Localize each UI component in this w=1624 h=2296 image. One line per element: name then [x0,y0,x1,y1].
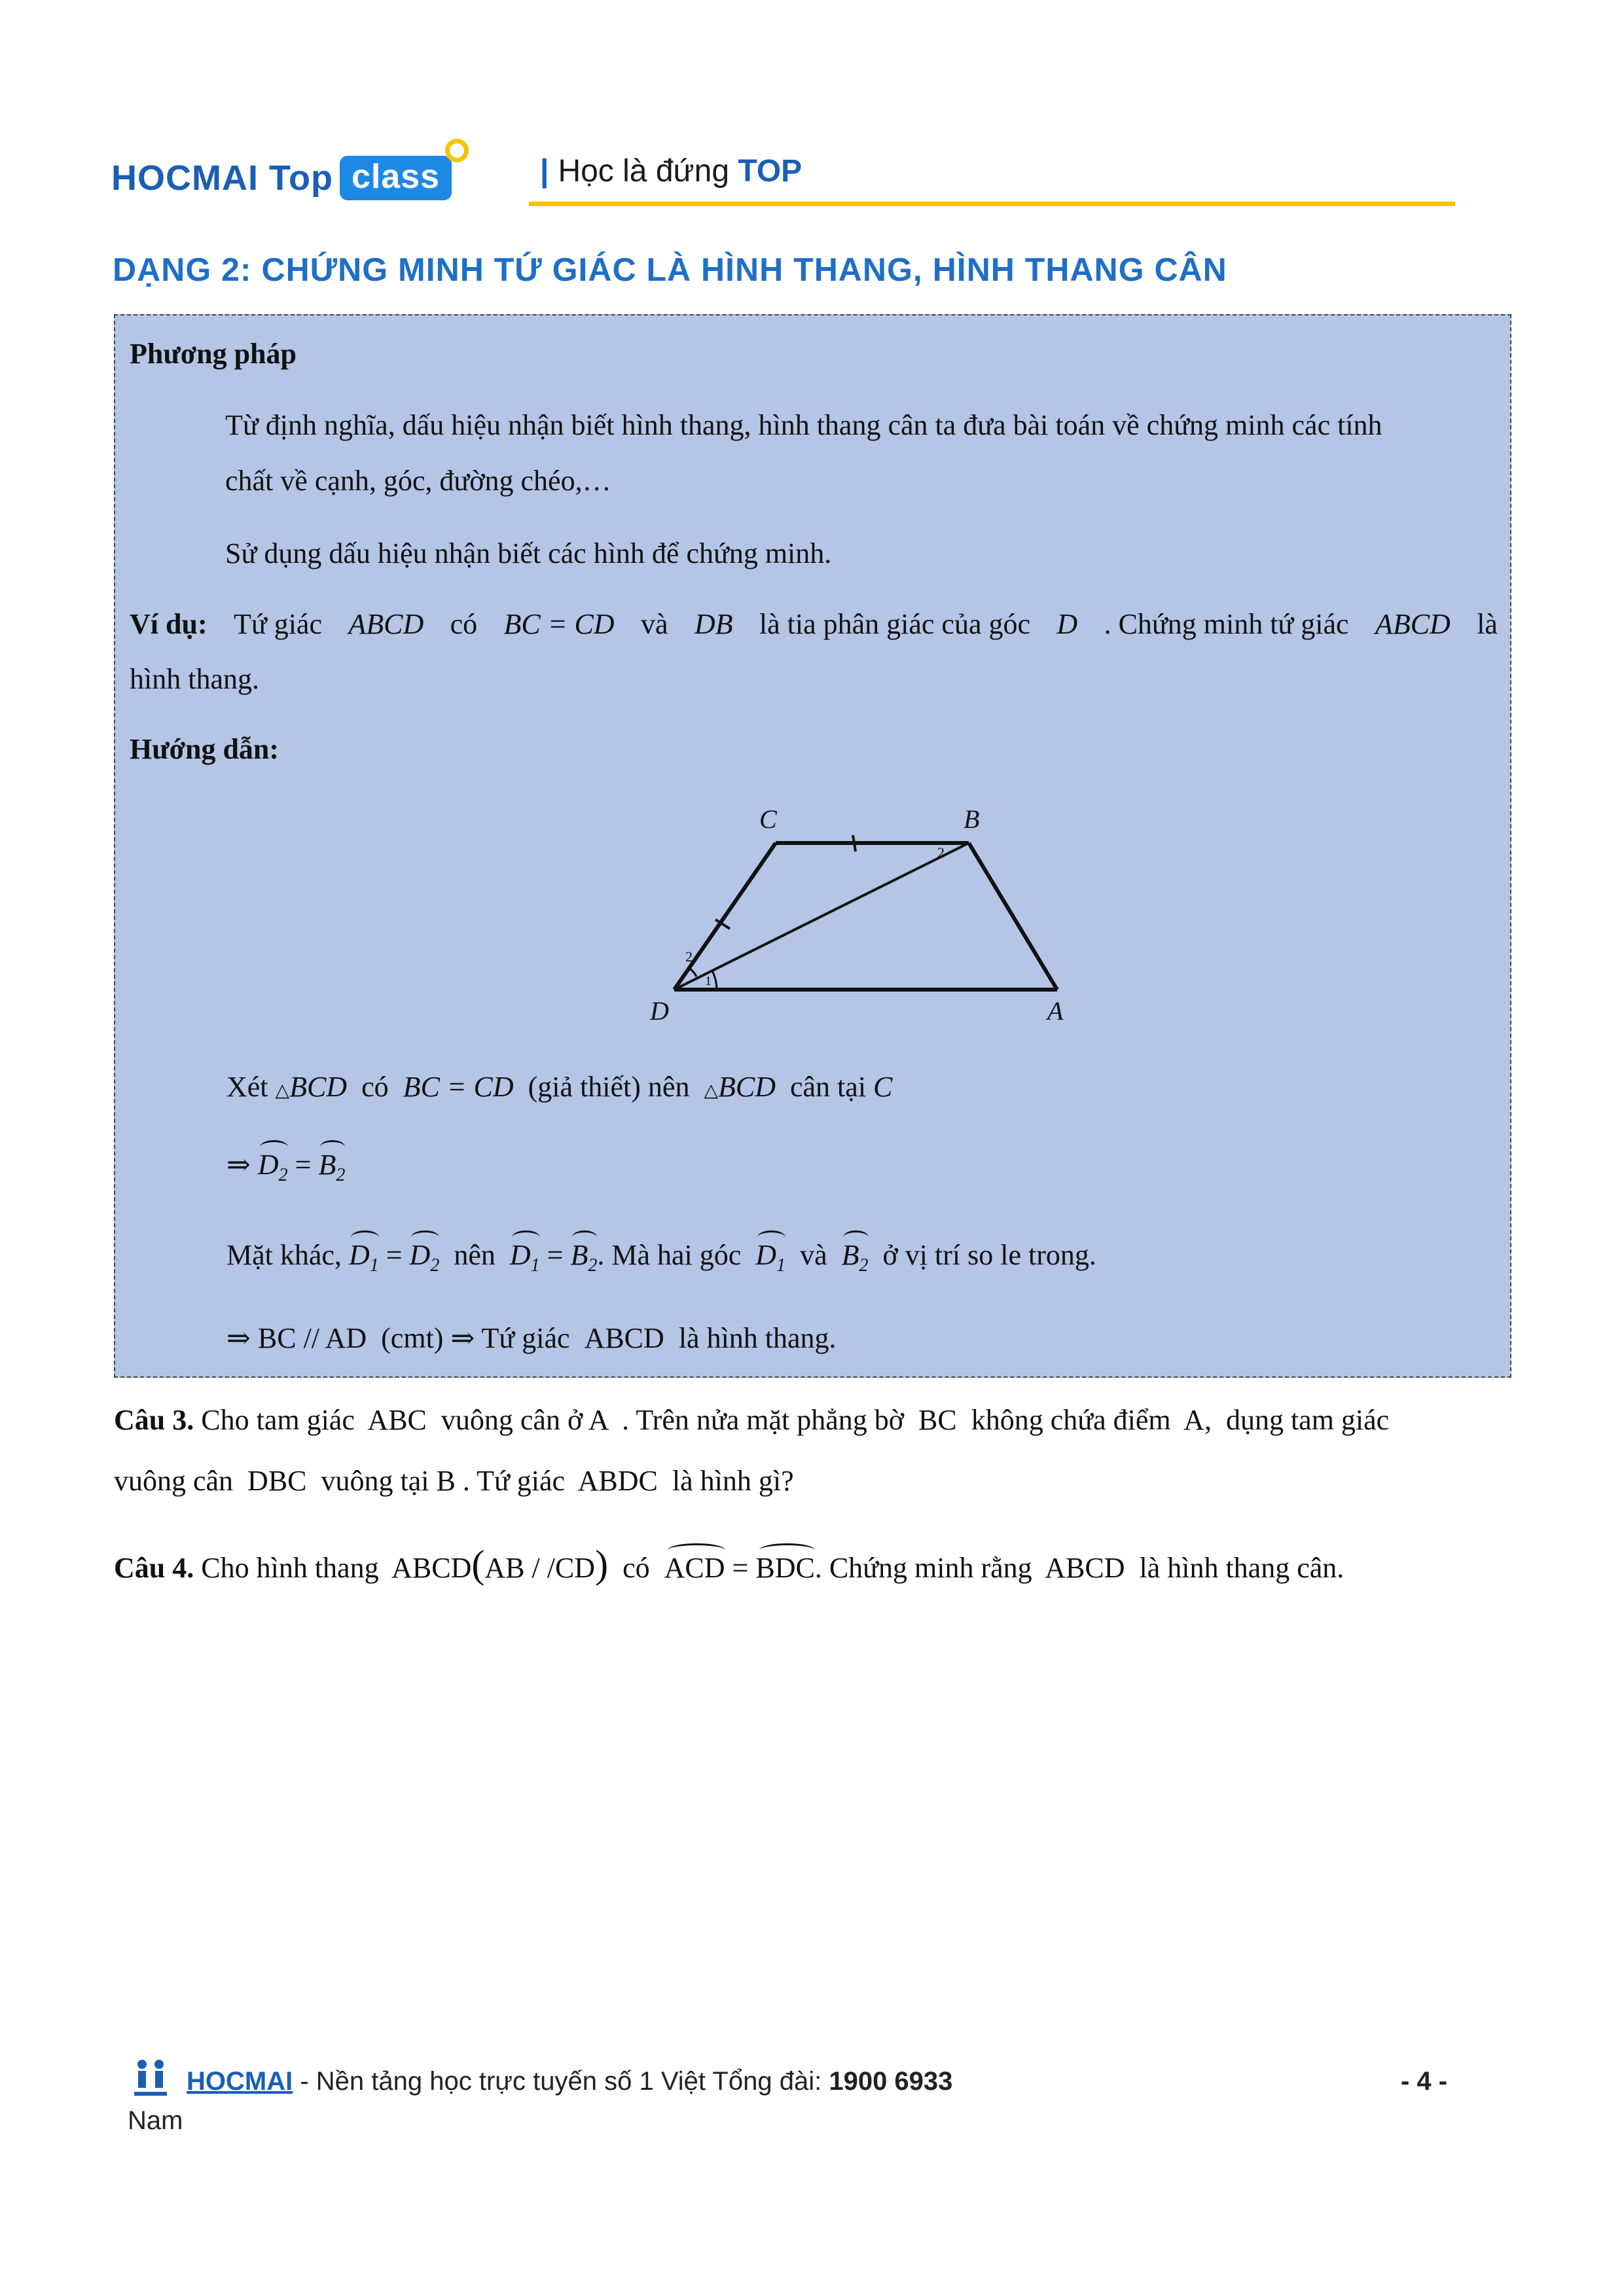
equals-sign: = [386,1239,403,1271]
angle-D1 [510,1237,540,1284]
angle-letter: D [257,1149,279,1181]
label-A: A [1047,996,1064,1026]
triangle-icon: △ [275,1081,290,1101]
arc-text: BDC [755,1552,815,1584]
example-line1 [130,606,1498,643]
solution-text: Mặt khác, [226,1239,342,1271]
example-text: và [640,608,668,640]
example-math: ABCD [1375,608,1451,640]
solution-text: cân tại [790,1071,867,1103]
brand-logo [111,156,452,200]
guide-heading: Hướng dẫn: [130,733,280,765]
label-B: B [964,804,980,834]
label-D: D [650,996,669,1026]
footer-text [187,2067,952,2096]
angle-arc-D1 [712,971,717,990]
triangle-icon: △ [704,1081,718,1101]
solution-math: ABCD [584,1322,664,1354]
question-4-text: . Chứng minh rằng ABCD là hình thang cân. [814,1552,1344,1584]
example-line2: hình thang. [130,663,259,695]
solution-text: (cmt) [381,1322,444,1354]
solution-line4 [226,1320,837,1357]
question-4-label: Câu 4. [114,1552,194,1584]
brand-class-text: class [351,158,441,196]
example-math: D [1056,608,1078,640]
example-math: ABCD [348,608,424,640]
label-C: C [759,804,777,834]
question-3-label: Câu 3. [114,1404,194,1436]
method-heading: Phương pháp [130,338,297,370]
solution-line3 [226,1237,1096,1284]
footer-brand-link[interactable]: HOCMAI [187,2067,293,2096]
tagline [540,153,802,189]
solution-text: (giả thiết) nên [528,1071,690,1103]
question-3-line1 [114,1402,1389,1439]
tick-mark-CB [853,835,856,852]
question-4-text: có [623,1552,650,1584]
solution-line2 [226,1147,345,1194]
angle-letter: B [570,1239,588,1271]
question-3-text: Cho tam giác ABC vuông cân ở A . Trên nửa mặt phẳng bờ BC không chứa điểm A, dụng tam giác [201,1404,1390,1436]
solution-text: nên [454,1239,496,1271]
example-text: là tia phân giác của góc [759,608,1031,640]
bullet1-line1: Từ định nghĩa, dấu hiệu nhận biết hình thang, hình thang cân ta đưa bài toán về chứng minh các tính [225,409,1382,441]
example-math: BC = CD [503,608,615,640]
header-divider [529,202,1455,206]
footer-description: - Nền tảng học trực tuyến số 1 Việt Tổng đài: [293,2067,829,2096]
example-text: Tứ giác [233,608,322,640]
angle-letter: B [318,1149,336,1181]
angle-subscript: 2 [588,1255,598,1276]
angle-subscript: 1 [369,1255,379,1276]
arc-text: ACD [664,1552,725,1584]
hocmai-footer-icon [128,2055,173,2101]
implies-icon: ⇒ [450,1322,475,1354]
example-label: Ví dụ: [130,608,208,640]
section-title: DẠNG 2: CHỨNG MINH TỨ GIÁC LÀ HÌNH THANG, HÌNH THANG CÂN [113,251,1227,288]
solution-text: Xét [226,1071,268,1103]
question-3-line2: vuông cân DBC vuông tại B . Tứ giác ABDC là hình gì? [114,1465,794,1497]
angle-subscript: 1 [776,1255,786,1276]
angle-label-B2: 2 [937,844,945,861]
angle-D1 [349,1237,379,1284]
brand-class-badge [340,156,452,200]
implies-icon: ⇒ [226,1149,251,1181]
angle-subscript: 2 [336,1164,346,1185]
footer-line2: Nam [128,2106,183,2135]
angle-label-D1: 1 [705,974,712,988]
example-text: là [1477,608,1498,640]
solution-math: BCD [289,1071,348,1103]
solution-text: có [361,1071,389,1103]
tagline-top: TOP [738,154,803,188]
angle-D2 [410,1237,440,1284]
tagline-text: Học là đứng [558,154,730,188]
segment-BA [969,843,1057,990]
angle-letter: D [755,1239,777,1271]
equals-sign: = [732,1552,749,1584]
example-text: . Chứng minh tứ giác [1104,608,1349,640]
example-math: DB [694,608,733,640]
sun-icon [445,139,469,162]
angle-B2 [318,1147,345,1194]
solution-math: BCD [718,1071,776,1103]
angle-D2 [258,1147,288,1194]
angle-B2 [570,1237,597,1284]
question-4-text: Cho hình thang [201,1552,379,1584]
solution-text: Tứ giác [481,1322,570,1354]
arc-ACD [664,1550,725,1587]
solution-text: ở vị trí so le trong. [882,1239,1096,1271]
brand-top: Top [268,158,333,198]
trapezoid-figure [645,802,1077,1028]
brand-name: HOCMAI [111,158,259,198]
solution-math: BC // AD [257,1322,367,1354]
equals-sign: = [295,1149,312,1181]
bullet2: Sử dụng dấu hiệu nhận biết các hình để chứng minh. [225,537,832,569]
solution-math: C [873,1071,893,1103]
solution-text: là hình thang. [678,1322,837,1354]
angle-subscript: 2 [430,1255,440,1276]
solution-text: . Mà hai góc [597,1239,742,1271]
question-4-math: ABCD [391,1552,472,1584]
angle-letter: D [409,1239,431,1271]
angle-D1 [755,1237,785,1284]
segment-DC [674,843,776,990]
solution-text: và [800,1239,827,1271]
tagline-bar: | [540,154,549,188]
implies-icon: ⇒ [226,1322,251,1354]
equals-sign: = [547,1239,564,1271]
angle-subscript: 2 [859,1255,869,1276]
angle-letter: D [348,1239,370,1271]
angle-arc-D2 [689,968,696,977]
angle-subscript: 1 [530,1255,540,1276]
question-4-math: AB / /CD [484,1552,596,1584]
footer-hotline: 1900 6933 [829,2067,953,2096]
segment-DB [674,843,969,990]
angle-letter: D [509,1239,531,1271]
arc-BDC [755,1550,814,1587]
angle-subscript: 2 [278,1164,288,1185]
page-number: - 4 - [1401,2067,1448,2096]
angle-letter: B [841,1239,859,1271]
angle-B2 [842,1237,869,1284]
question-4: Câu 4. Cho hình thang ABCD(AB / /CD) có ACD = BDC. Chứng minh rằng ABCD là hình thang cân. [114,1543,1344,1586]
example-text: có [450,608,478,640]
angle-label-D2: 2 [685,948,693,965]
bullet1-line2: chất về cạnh, góc, đường chéo,… [225,465,611,497]
solution-line1 [226,1069,892,1109]
solution-math: BC = CD [403,1071,514,1103]
